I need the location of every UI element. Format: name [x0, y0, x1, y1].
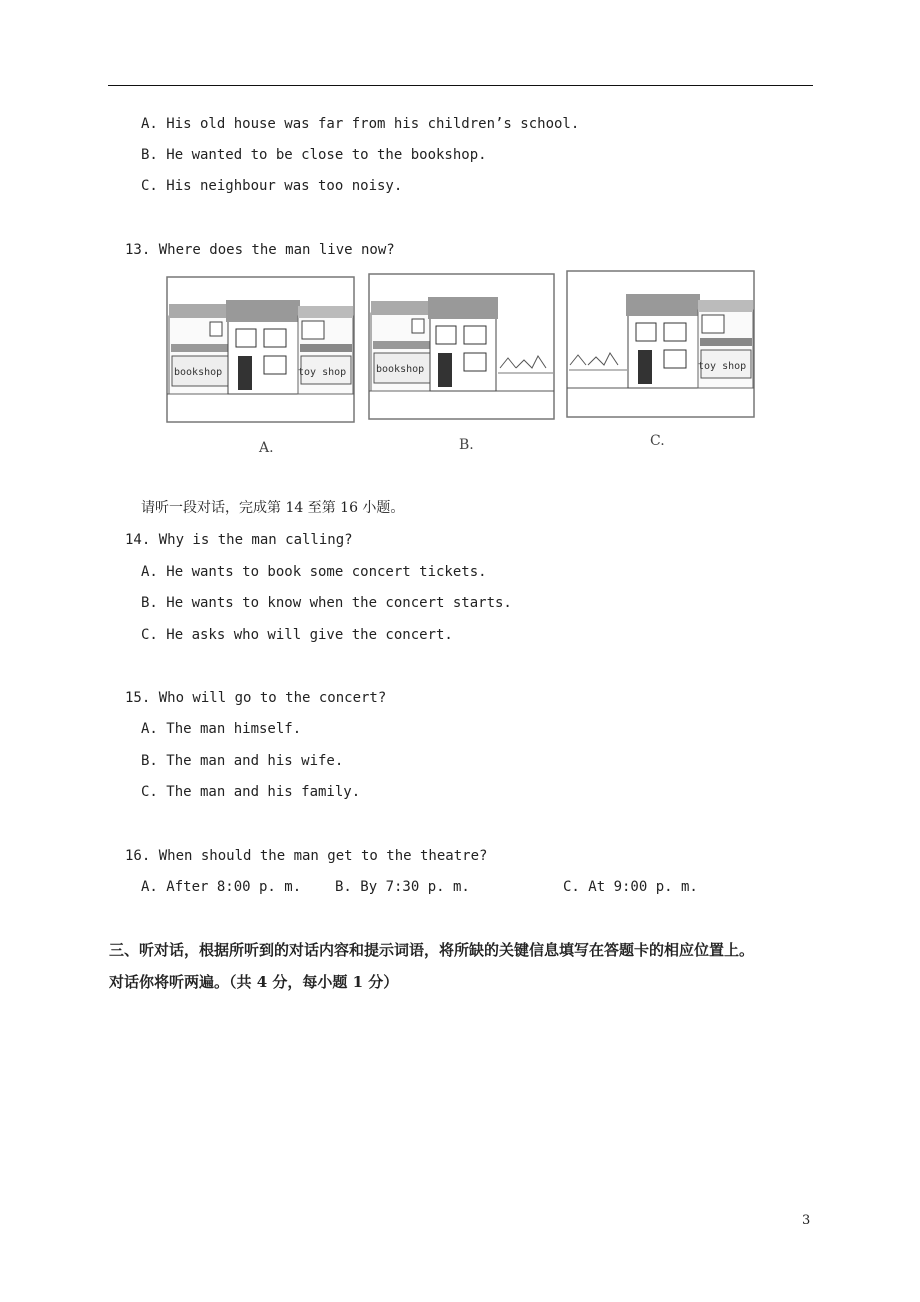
q15-option-b: B. The man and his wife. [141, 753, 344, 769]
q12-option-b: B. He wanted to be close to the bookshop. [141, 147, 487, 163]
bookshop-sign: bookshop [174, 367, 223, 378]
section3-heading: 三、听对话，根据所听到的对话内容和提示词语，将所缺的关键信息填写在答题卡的相应位置上。 [109, 941, 755, 959]
toyshop-sign: toy shop [698, 361, 747, 372]
q13-label-b: B. [459, 437, 474, 453]
page-number: 3 [802, 1213, 811, 1228]
q15-question: 15. Who will go to the concert? [125, 690, 387, 706]
q15-option-a: A. The man himself. [141, 721, 302, 737]
q12-option-c: C. His neighbour was too noisy. [141, 178, 403, 194]
q14-option-c: C. He asks who will give the concert. [141, 627, 453, 643]
q16-option-a: A. After 8:00 p. m. [141, 879, 302, 895]
q14-option-b: B. He wants to know when the concert starts. [141, 595, 512, 611]
q14-option-a: A. He wants to book some concert tickets. [141, 564, 487, 580]
q16-question: 16. When should the man get to the theatre? [125, 848, 488, 864]
toyshop-sign: toy shop [298, 367, 347, 378]
q16-option-b: B. By 7:30 p. m. [335, 879, 470, 895]
q13-label-a: A. [259, 440, 274, 456]
q13-picture-a [166, 276, 356, 424]
bookshop-sign: bookshop [376, 364, 425, 375]
header-rule [108, 85, 813, 86]
q16-option-c: C. At 9:00 p. m. [563, 879, 698, 895]
instruction-14-16: 请听一段对话，完成第 14 至第 16 小题。 [141, 500, 405, 516]
q13-picture-b [368, 273, 556, 421]
q14-question: 14. Why is the man calling? [125, 532, 353, 548]
section3-note: 对话你将听两遍。（共 4 分，每小题 1 分） [109, 973, 399, 991]
q13-picture-c [566, 270, 756, 420]
q13-label-c: C. [650, 433, 665, 449]
q13-question: 13. Where does the man live now? [125, 242, 395, 258]
q15-option-c: C. The man and his family. [141, 784, 361, 800]
q12-option-a: A. His old house was far from his children’s school. [141, 116, 580, 132]
